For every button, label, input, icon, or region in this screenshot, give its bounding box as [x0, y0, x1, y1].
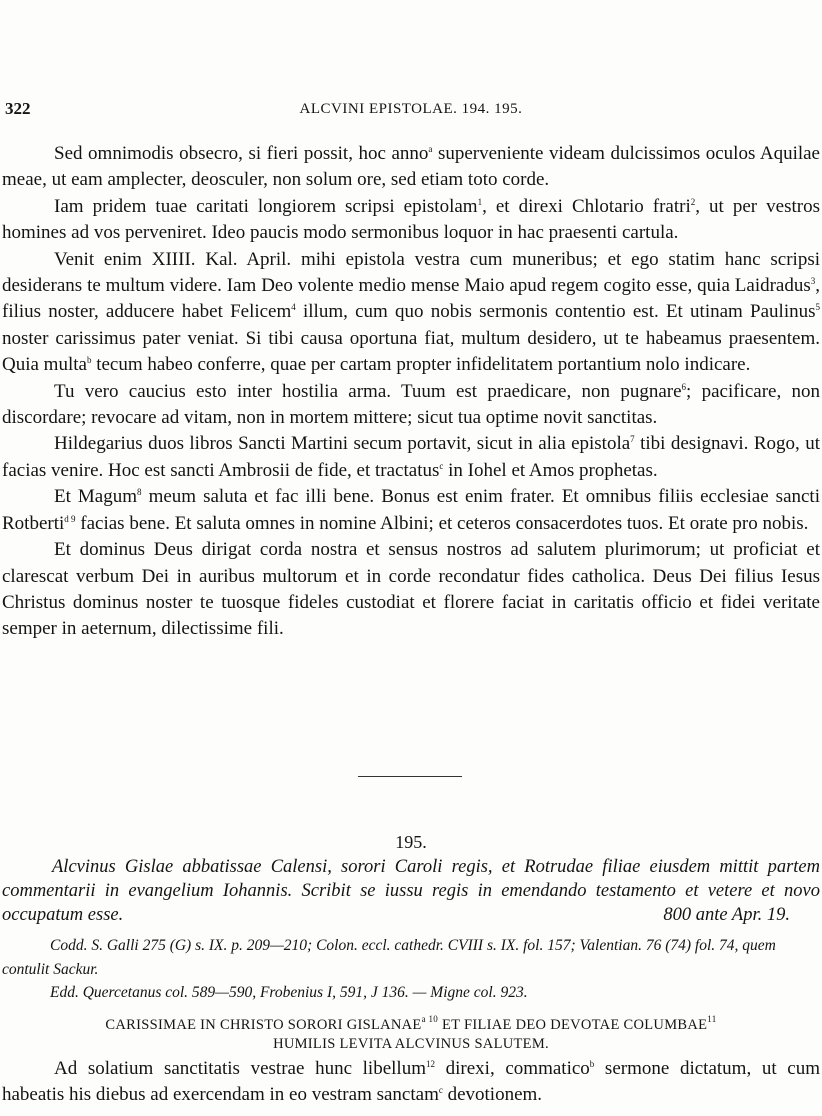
footnote-ref: c [439, 460, 444, 471]
footnote-ref: 11 [707, 1014, 717, 1024]
page-header [5, 97, 817, 121]
letter-number: 195. [395, 832, 427, 852]
footnote-ref: 3 [810, 276, 816, 287]
footnote-ref: 1 [477, 196, 483, 207]
summary-text: Alcvinus Gislae abbatissae Calensi, sorori Caroli regis, et Rotrudae filiae eiusdem mittit partem commentarii in evangelium Iohannis. Scribit se iussu regis in emendando testamento et vetere et novo occupatum esse. [2, 857, 820, 926]
paragraph: Tu vero caucius esto inter hostilia arma. Tuum est praedicare, non pugnare$^6$; pacificare, non discordare; revocare ad vitam, non in mortem mittere; sicut tua optime novit sanctitas. [2, 380, 821, 429]
editions-line: Edd. Quercetanus col. 589—590, Frobenius I, 591, J 136. — Migne col. 923. [50, 984, 528, 1001]
footnote-ref: b [589, 1059, 595, 1069]
paragraph: Venit enim XIIII. Kal. April. mihi epistola vestra cum muneribus; et ego statim hanc scripsi desiderans te multum videre. Iam Deo volente medio mense Maio apud regem cogito esse, quia Laidradus$^3$, filius noster, adducere habet Felicem$^4$ illum, cum quo nobis sermonis contentio est. Et utinam Paulinus$^5$ noster carissimus pater veniat. Si tibi causa oportuna fiat, multum desidero, ut te habeamus praesentem. Quia multa$^b$ tecum habeo conferre, quae per cartam propter infidelitatem portantium nolo indicare. [2, 248, 821, 376]
footnote-ref: a [428, 144, 433, 154]
footnote-ref: b [86, 355, 92, 366]
paragraph: Ad solatium sanctitatis vestrae hunc libellum$^{12}$ direxi, commatico$^b$ sermone dictatum, ut cum habeatis his diebus ad exercendam in eo vestram sanctam$^c$ devotionem. [2, 1058, 820, 1105]
footnote-ref: 8 [137, 487, 142, 498]
letter-194-conclusion [2, 141, 820, 643]
letter-summary [2, 855, 820, 928]
codices-line: Codd. S. Galli 275 (G) s. IX. p. 209—210; Colon. eccl. cathedr. CVIII s. IX. fol. 157; Valentian. 76 (74) fol. 74, quem contulit Sackur. [2, 937, 776, 978]
footnote-ref: 6 [681, 381, 687, 392]
paragraph: Iam pridem tuae caritati longiorem scripsi epistolam$^1$, et direxi Chlotario fratri$^2$, ut per vestros homines ad vos perveniret. Ideo paucis modo sermonibus loquor in hac praesenti cartula. [2, 195, 820, 244]
paragraph: Et dominus Deus dirigat corda nostra et sensus nostros ad salutem plurimorum; ut proficiat et clarescat verbum Dei in auribus multorum et in corde recondatur fides catholica. Deus Dei filius Iesus Christus dominus noster te tuosque fideles custodiat et florere faciat in caritatis officio et fidei veritate semper in aeternum, dilectissime fili. [2, 539, 820, 640]
page-number: 322 [5, 99, 31, 118]
footnote-ref: c [438, 1085, 443, 1095]
paragraph: Et Magum$^8$ meum saluta et fac illi bene. Bonus est enim frater. Et omnibus filiis ecclesiae sancti Rotberti$^{d 9}$ facias bene. Et saluta omnes in nomine Albini; et ceteros consacerdotes tuos. Et orate pro nobis. [2, 486, 820, 534]
section-divider [358, 776, 462, 777]
running-title: ALCVINI EPISTOLAE. 194. 195. [299, 101, 523, 117]
footnote-ref: 2 [690, 196, 696, 207]
footnote-ref: 12 [425, 1059, 435, 1069]
letter-195-opening [2, 1056, 820, 1108]
footnote-ref: a 10 [421, 1014, 439, 1024]
salutation: CARISSIMAE IN CHRISTO SORORI $GISLANAE^{a 10}$ ET FILIAE DEO DEVOTAE COLUMBAE$^{11}$ HUMILIS LEVITA ALCVINUS SALUTEM. [105, 1014, 717, 1052]
manuscript-notes [2, 934, 820, 1005]
footnote-ref: 5 [815, 302, 821, 313]
footnote-ref: 7 [630, 434, 635, 445]
footnote-ref: 4 [291, 302, 296, 313]
paragraph: Sed omnimodis obsecro, si fieri possit, hoc anno$^a$ superveniente videam dulcissimos oculos Aquilae meae, ut eam amplecter, deosculer, non solum ore, sed etiam toto corde. [2, 143, 820, 191]
letter-date: 800 ante Apr. 19. [663, 905, 790, 926]
paragraph: Hildegarius duos libros Sancti Martini secum portavit, sicut in alia epistola$^7$ tibi designavi. Rogo, ut facias venire. Hoc est sancti Ambrosii de fide, et tractatus$^c$ in Iohel et Amos prophetas. [2, 433, 820, 481]
footnote-ref: d 9 [64, 513, 76, 524]
